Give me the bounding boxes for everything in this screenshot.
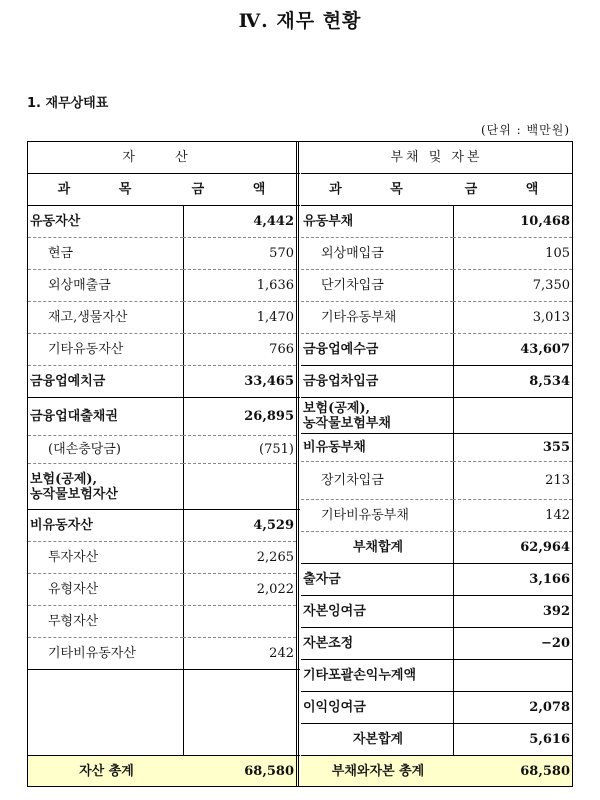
asset-row <box>28 206 300 238</box>
liability-item-amount: 8,534 <box>529 374 570 389</box>
assets-subheader <box>28 174 300 206</box>
asset-row <box>28 366 300 398</box>
asset-item-amount: 4,529 <box>183 510 296 542</box>
asset-item-name: 금융업예치금 <box>30 374 106 389</box>
liability-item-name: 기타비유동부채 <box>301 500 453 532</box>
liabilities-total-row <box>301 755 572 786</box>
liability-row <box>301 660 572 692</box>
assets-column <box>28 142 300 786</box>
liability-item-amount: 43,607 <box>520 342 570 357</box>
liabilities-subheader <box>301 174 572 206</box>
liability-item-name: 금융업예수금 <box>303 342 379 357</box>
liability-item-name: 자본잉여금 <box>303 604 366 619</box>
asset-row <box>28 238 300 270</box>
page-title: Ⅳ. 재무 현황 <box>238 10 362 32</box>
asset-row <box>28 638 300 670</box>
liability-item-name: 단기차입금 <box>301 270 453 302</box>
liability-row <box>301 532 572 564</box>
asset-item-name: 보험(공제), 농작물보험자산 <box>30 472 118 502</box>
center-double-divider <box>296 142 299 786</box>
asset-item-amount: 33,465 <box>244 374 294 389</box>
liability-item-amount: 3,013 <box>453 302 572 334</box>
liability-row <box>301 206 572 238</box>
asset-item-name: 기타비유동자산 <box>48 646 136 661</box>
liability-item-amount: 62,964 <box>520 540 570 555</box>
assets-total-row <box>28 755 300 786</box>
amount-header: 금 액 <box>191 182 288 197</box>
liability-item-amount: 105 <box>453 238 572 270</box>
asset-item-amount <box>183 606 296 638</box>
asset-item-name: 재고,생물자산 <box>28 302 183 334</box>
liability-item-amount: 10,468 <box>453 206 572 238</box>
liability-item-name: 장기차입금 <box>301 462 453 500</box>
liability-item-amount: 392 <box>542 604 570 619</box>
liabilities-total-label: 부채와자본 총계 <box>331 764 425 779</box>
asset-item-name: 유형자산 <box>28 574 183 606</box>
liability-item-amount: 355 <box>453 434 572 462</box>
liability-row <box>301 500 572 532</box>
liability-row <box>301 434 572 462</box>
liability-item-amount: 2,078 <box>529 700 570 715</box>
asset-item-name: 비유동자산 <box>28 510 183 542</box>
liability-row <box>301 564 572 596</box>
liability-item-amount <box>453 660 572 691</box>
asset-item-amount: 1,470 <box>183 302 296 334</box>
item-header: 과 목 <box>57 182 154 197</box>
amount-header: 금 액 <box>464 182 561 197</box>
liability-row <box>301 628 572 660</box>
asset-item-name: 금융업대출채권 <box>28 398 183 436</box>
liabilities-total-amount: 68,580 <box>520 764 570 779</box>
liability-item-name: 출자금 <box>303 572 341 587</box>
liability-item-name: 유동부채 <box>301 206 453 238</box>
liability-item-name: 비유동부채 <box>301 434 453 462</box>
liability-item-amount: 142 <box>453 500 572 532</box>
asset-item-amount: 2,022 <box>183 574 296 606</box>
asset-item-amount: 766 <box>183 334 296 366</box>
liability-row <box>301 366 572 398</box>
liability-item-amount: 7,350 <box>453 270 572 302</box>
asset-row <box>28 542 300 574</box>
asset-item-amount: 570 <box>183 238 296 270</box>
asset-item-name: (대손충당금) <box>28 436 183 464</box>
asset-item-name: 무형자산 <box>28 606 183 638</box>
liability-item-name: 외상매입금 <box>301 238 453 270</box>
liability-item-name: 보험(공제), 농작물보험부채 <box>303 401 391 431</box>
asset-row <box>28 606 300 638</box>
asset-row <box>28 302 300 334</box>
liability-item-amount: 213 <box>453 462 572 500</box>
liability-item-amount <box>453 398 572 433</box>
balance-sheet-table <box>27 141 573 787</box>
liability-item-name: 부채합계 <box>352 540 404 555</box>
asset-row <box>28 574 300 606</box>
liability-row <box>301 334 572 366</box>
assets-total-amount: 68,580 <box>244 764 294 779</box>
asset-row <box>28 436 300 464</box>
liability-row <box>301 398 572 434</box>
liability-row <box>301 596 572 628</box>
assets-header: 자 산 <box>28 142 300 174</box>
unit-label: (단위 : 백만원) <box>481 123 570 137</box>
asset-item-amount <box>183 464 296 509</box>
item-header: 과 목 <box>329 182 425 197</box>
liability-row <box>301 462 572 500</box>
asset-item-amount: 1,636 <box>183 270 296 302</box>
asset-item-name: 현금 <box>28 238 183 270</box>
liability-item-name: 금융업차입금 <box>303 374 379 389</box>
liability-item-amount: −20 <box>541 636 570 651</box>
asset-item-amount: 26,895 <box>183 398 296 436</box>
liabilities-column <box>301 142 572 786</box>
liability-item-amount: 5,616 <box>529 732 570 747</box>
liability-item-name: 기타포괄손익누계액 <box>303 668 417 683</box>
asset-row <box>28 464 300 510</box>
asset-row <box>28 398 300 436</box>
liability-row <box>301 238 572 270</box>
asset-item-name: 외상매출금 <box>28 270 183 302</box>
asset-item-amount: 4,442 <box>183 206 296 238</box>
asset-item-name: 투자자산 <box>28 542 183 574</box>
asset-item-amount: (751) <box>183 436 296 464</box>
liabilities-header: 부채 및 자본 <box>301 142 572 174</box>
liability-row <box>301 692 572 724</box>
liability-item-name: 자본합계 <box>352 732 404 747</box>
asset-item-amount: 2,265 <box>183 542 296 574</box>
liability-row <box>301 724 572 756</box>
asset-item-name: 유동자산 <box>28 206 183 238</box>
asset-row <box>28 270 300 302</box>
assets-total-label: 자산 총계 <box>79 764 134 779</box>
asset-row <box>28 334 300 366</box>
liability-row <box>301 270 572 302</box>
liability-item-name: 이익잉여금 <box>303 700 366 715</box>
liability-item-name: 자본조정 <box>303 636 354 651</box>
asset-item-amount: 242 <box>269 646 294 661</box>
section-heading: 1. 재무상태표 <box>27 96 109 111</box>
asset-row <box>28 510 300 542</box>
liability-row <box>301 302 572 334</box>
asset-item-name: 기타유동자산 <box>28 334 183 366</box>
liability-item-name: 기타유동부채 <box>301 302 453 334</box>
liability-item-amount: 3,166 <box>529 572 570 587</box>
